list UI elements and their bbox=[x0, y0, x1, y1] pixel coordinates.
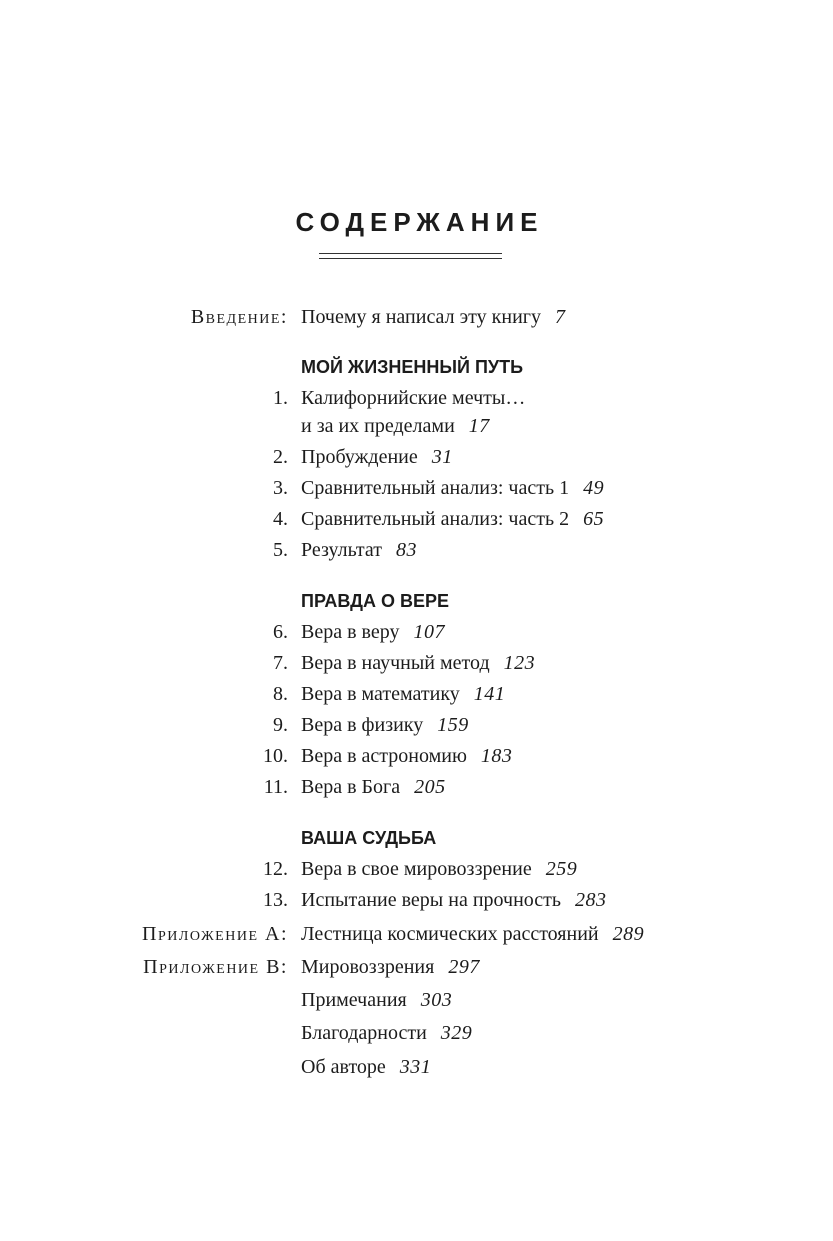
chapter-number: 9. bbox=[273, 714, 288, 736]
toc-entry bbox=[0, 504, 833, 534]
toc-entry-notes bbox=[0, 985, 833, 1015]
section-heading: ПРАВДА О ВЕРЕ bbox=[301, 591, 449, 611]
intro-content bbox=[301, 302, 565, 332]
chapter-number: 1. bbox=[273, 387, 288, 409]
toc-entry-appendix-a bbox=[0, 919, 833, 949]
entry-title: и за их пределами bbox=[301, 415, 455, 437]
chapter-number: 11. bbox=[263, 776, 288, 798]
page-number: 205 bbox=[414, 776, 446, 798]
entry-title: Сравнительный анализ: часть 1 bbox=[301, 477, 570, 499]
page-number: 49 bbox=[583, 477, 605, 499]
page-number: 31 bbox=[431, 446, 453, 468]
page-number: 123 bbox=[503, 652, 536, 674]
toc-entry bbox=[0, 535, 833, 565]
intro-label: Введение: bbox=[190, 306, 288, 328]
entry-title: Вера в астрономию bbox=[301, 745, 467, 767]
page-number: 17 bbox=[468, 415, 490, 437]
page-number: 289 bbox=[612, 923, 645, 945]
entry-title: Калифорнийские мечты… bbox=[301, 387, 526, 409]
toc-entry bbox=[0, 679, 833, 709]
page-number: 107 bbox=[413, 621, 445, 643]
section-heading: МОЙ ЖИЗНЕННЫЙ ПУТЬ bbox=[301, 357, 524, 377]
chapter-number: 4. bbox=[273, 508, 288, 530]
toc-entry bbox=[0, 617, 833, 647]
entry-title: Вера в свое мировоззрение bbox=[301, 858, 532, 880]
chapter-number: 2. bbox=[273, 446, 288, 468]
toc-entry bbox=[0, 442, 833, 472]
chapter-number: 7. bbox=[273, 652, 288, 674]
entry-title: Пробуждение bbox=[301, 446, 418, 468]
entry-title: Мировоззрения bbox=[301, 956, 435, 978]
entry-title: Об авторе bbox=[301, 1056, 386, 1078]
toc-entry bbox=[0, 741, 833, 771]
page-number: 331 bbox=[399, 1056, 432, 1078]
toc-entry bbox=[0, 710, 833, 740]
section-heading: ВАША СУДЬБА bbox=[301, 828, 437, 848]
entry-title: Примечания bbox=[301, 989, 407, 1011]
toc-entry bbox=[0, 772, 833, 802]
entry-title: Вера в физику bbox=[301, 714, 424, 736]
chapter-number: 12. bbox=[263, 858, 288, 880]
toc-entry bbox=[0, 473, 833, 503]
entry-title: Вера в математику bbox=[301, 683, 460, 705]
page-number: 7 bbox=[554, 306, 566, 328]
entry-title: Результат bbox=[301, 539, 383, 561]
page-number: 83 bbox=[396, 539, 418, 561]
entry-title: Благодарности bbox=[301, 1022, 427, 1044]
title-double-rule bbox=[319, 253, 502, 259]
toc-entry bbox=[0, 383, 833, 413]
entry-title: Вера в веру bbox=[301, 621, 400, 643]
page-number: 329 bbox=[440, 1022, 473, 1044]
page-number: 303 bbox=[420, 989, 453, 1011]
page-number: 65 bbox=[583, 508, 605, 530]
toc-entry bbox=[0, 854, 833, 884]
toc-entry-acknowledgements bbox=[0, 1018, 833, 1048]
page-title: СОДЕРЖАНИЕ bbox=[295, 207, 544, 237]
toc-entry-appendix-b bbox=[0, 952, 833, 982]
toc-entry bbox=[0, 885, 833, 915]
entry-title: Вера в научный метод bbox=[301, 652, 490, 674]
page-number: 283 bbox=[575, 889, 607, 911]
entry-title: Вера в Бога bbox=[301, 776, 401, 798]
toc-entry-intro bbox=[0, 302, 833, 332]
page-number: 141 bbox=[473, 683, 506, 705]
appendix-label: Приложение А: bbox=[142, 923, 288, 945]
page-number: 259 bbox=[545, 858, 578, 880]
toc-entry-continuation bbox=[0, 411, 833, 441]
toc-entry bbox=[0, 648, 833, 678]
chapter-number: 5. bbox=[273, 539, 288, 561]
entry-title: Почему я написал эту книгу bbox=[301, 306, 541, 328]
page-number: 159 bbox=[437, 714, 469, 736]
appendix-label: Приложение B: bbox=[143, 956, 288, 978]
entry-title: Лестница космических расстояний bbox=[301, 923, 599, 945]
chapter-number: 3. bbox=[273, 477, 288, 499]
page-number: 183 bbox=[480, 745, 513, 767]
entry-title: Испытание веры на прочность bbox=[301, 889, 562, 911]
chapter-number: 8. bbox=[273, 683, 288, 705]
chapter-number: 13. bbox=[263, 889, 288, 911]
chapter-number: 6. bbox=[273, 621, 288, 643]
chapter-number: 10. bbox=[263, 745, 288, 767]
entry-title: Сравнительный анализ: часть 2 bbox=[301, 508, 570, 530]
page-number: 297 bbox=[448, 956, 480, 978]
toc-entry-about-author bbox=[0, 1052, 833, 1082]
